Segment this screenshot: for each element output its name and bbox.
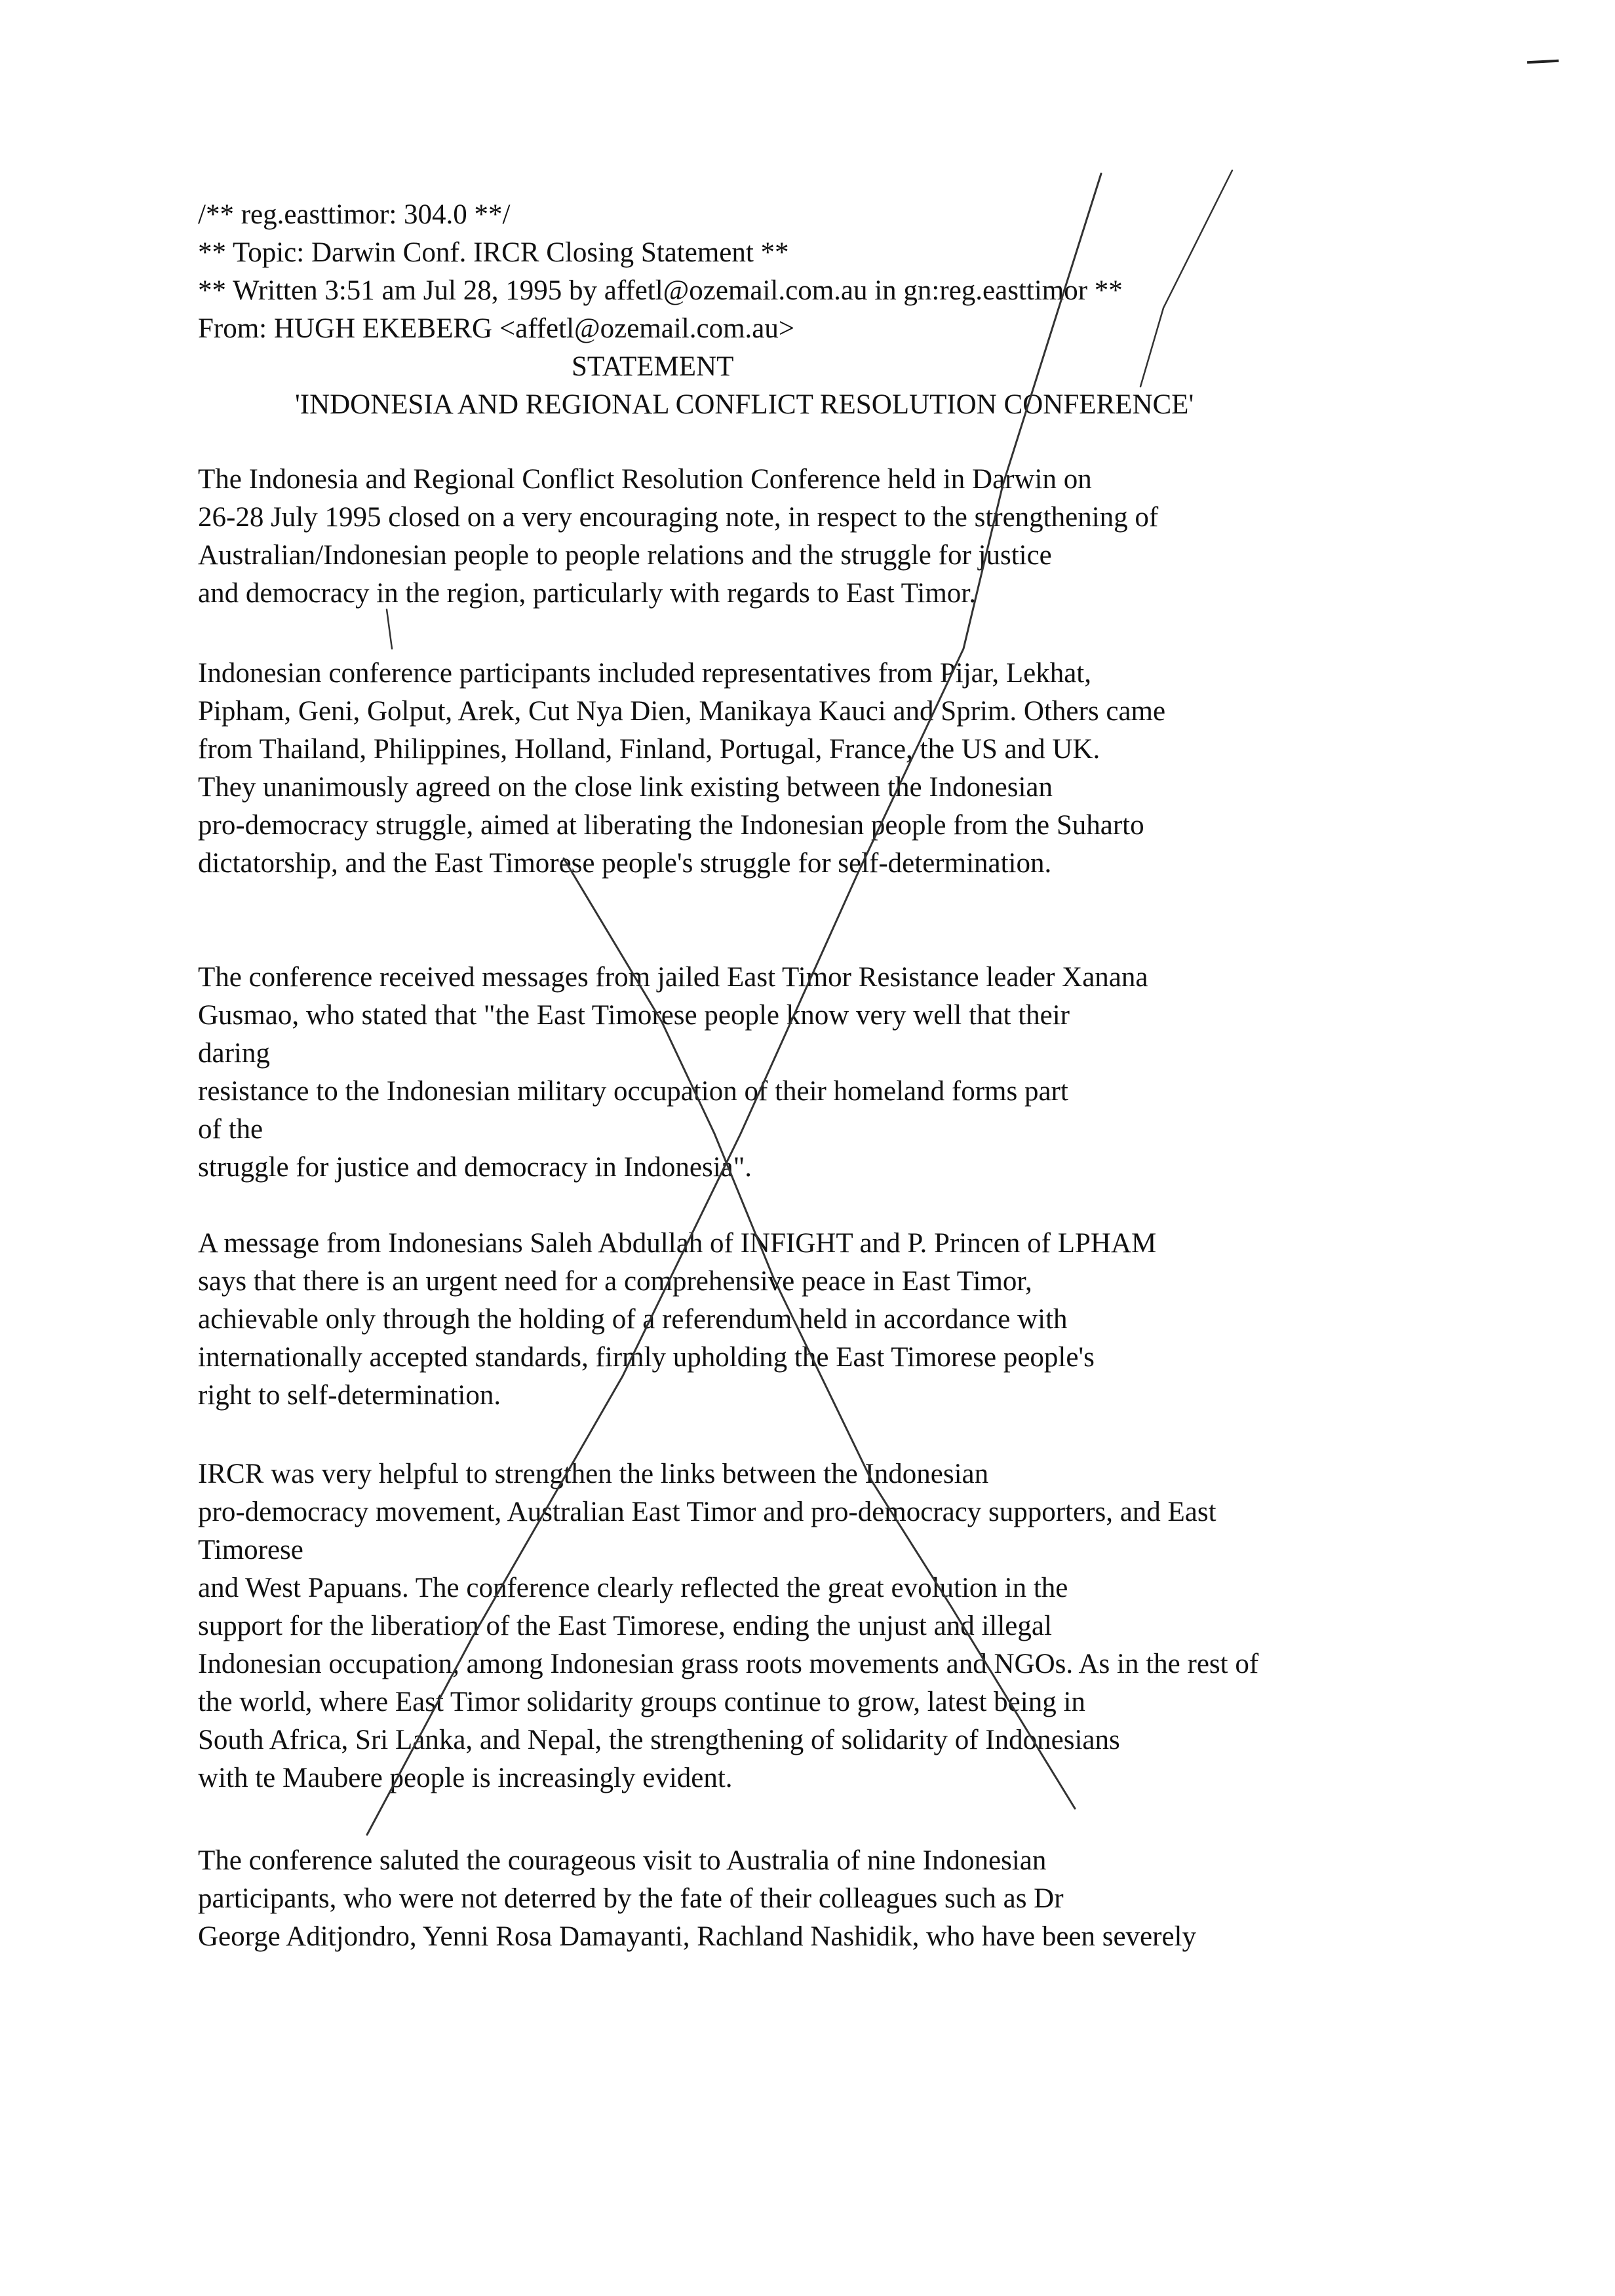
paragraph-5-line: South Africa, Sri Lanka, and Nepal, the strengthening of solidarity of Indonesians [198, 1725, 1120, 1755]
paragraph-1-line: The Indonesia and Regional Conflict Resolution Conference held in Darwin on [198, 464, 1092, 495]
paragraph-2-line: from Thailand, Philippines, Holland, Finland, Portugal, France, the US and UK. [198, 734, 1100, 765]
conference-heading: 'INDONESIA AND REGIONAL CONFLICT RESOLUTION CONFERENCE' [295, 389, 1194, 420]
paragraph-3-line: struggle for justice and democracy in Indonesia". [198, 1152, 752, 1183]
paragraph-2-line: They unanimously agreed on the close link existing between the Indonesian [198, 772, 1053, 803]
paragraph-5-line: pro-democracy movement, Australian East Timor and pro-democracy supporters, and East [198, 1497, 1216, 1527]
statement-heading: STATEMENT [572, 351, 734, 382]
strike-tick-left [387, 609, 392, 649]
paragraph-5-line: the world, where East Timor solidarity groups continue to grow, latest being in [198, 1687, 1085, 1717]
paragraph-5-line: Timorese [198, 1535, 303, 1565]
strike-line-top [1140, 170, 1232, 387]
paragraph-3-line: resistance to the Indonesian military occupation of their homeland forms part [198, 1076, 1068, 1107]
paragraph-5-line: support for the liberation of the East Timorese, ending the unjust and illegal [198, 1611, 1052, 1641]
paragraph-4-line: achievable only through the holding of a referendum held in accordance with [198, 1304, 1068, 1335]
paragraph-5-line: and West Papuans. The conference clearly reflected the great evolution in the [198, 1573, 1068, 1603]
header-line-2: ** Topic: Darwin Conf. IRCR Closing Statement ** [198, 237, 789, 268]
paragraph-3-line: daring [198, 1038, 270, 1069]
paragraph-5-line: with te Maubere people is increasingly evident. [198, 1763, 733, 1793]
paragraph-4-line: says that there is an urgent need for a comprehensive peace in East Timor, [198, 1266, 1032, 1297]
paragraph-6-line: The conference saluted the courageous visit to Australia of nine Indonesian [198, 1845, 1047, 1876]
paragraph-6-line: participants, who were not deterred by the fate of their colleagues such as Dr [198, 1883, 1064, 1914]
corner-mark [1527, 60, 1559, 64]
header-line-3: ** Written 3:51 am Jul 28, 1995 by affetl@ozemail.com.au in gn:reg.easttimor ** [198, 275, 1123, 306]
paragraph-5-line: Indonesian occupation, among Indonesian grass roots movements and NGOs. As in the rest of [198, 1649, 1259, 1679]
paragraph-2-line: Pipham, Geni, Golput, Arek, Cut Nya Dien, Manikaya Kauci and Sprim. Others came [198, 696, 1166, 727]
paragraph-3-line: Gusmao, who stated that "the East Timorese people know very well that their [198, 1000, 1070, 1031]
paragraph-2-line: pro-democracy struggle, aimed at liberating the Indonesian people from the Suharto [198, 810, 1144, 841]
paragraph-3-line: of the [198, 1114, 263, 1145]
paragraph-1-line: Australian/Indonesian people to people relations and the struggle for justice [198, 540, 1052, 571]
paragraph-2-line: Indonesian conference participants included representatives from Pijar, Lekhat, [198, 658, 1091, 689]
header-line-1: /** reg.easttimor: 304.0 **/ [198, 199, 511, 230]
header-line-4: From: HUGH EKEBERG <affetl@ozemail.com.au> [198, 313, 795, 344]
paragraph-5-line: IRCR was very helpful to strengthen the links between the Indonesian [198, 1459, 989, 1489]
paragraph-4-line: right to self-determination. [198, 1380, 501, 1411]
paragraph-1-line: and democracy in the region, particularly with regards to East Timor. [198, 578, 976, 609]
paragraph-1-line: 26-28 July 1995 closed on a very encouraging note, in respect to the strengthening of [198, 502, 1159, 533]
paragraph-6-line: George Aditjondro, Yenni Rosa Damayanti, Rachland Nashidik, who have been severely [198, 1921, 1196, 1952]
paragraph-4-line: A message from Indonesians Saleh Abdullah of INFIGHT and P. Princen of LPHAM [198, 1228, 1157, 1259]
paragraph-3-line: The conference received messages from jailed East Timor Resistance leader Xanana [198, 962, 1148, 993]
paragraph-4-line: internationally accepted standards, firmly upholding the East Timorese people's [198, 1342, 1095, 1373]
paragraph-2-line: dictatorship, and the East Timorese people's struggle for self-determination. [198, 848, 1052, 879]
